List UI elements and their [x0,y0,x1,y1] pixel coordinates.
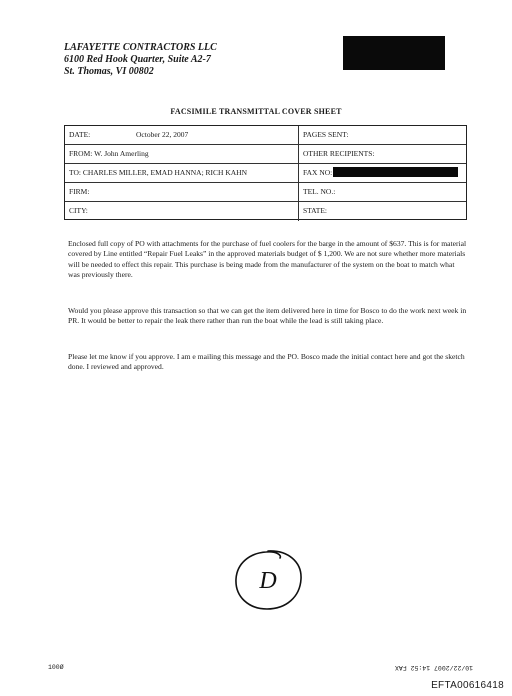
company-address-line1: 6100 Red Hook Quarter, Suite A2-7 [64,54,211,65]
tel-cell [299,183,466,201]
tel-label: TEL. NO.: [303,187,336,196]
from-cell [65,145,299,163]
other-recipients-label: OTHER RECIPIENTS: [303,149,375,158]
city-cell [65,202,299,221]
form-row-from [65,145,466,164]
date-value: October 22, 2007 [136,130,189,139]
pages-cell [299,126,466,144]
city-label: CITY: [69,206,88,215]
from-value: W. John Amerling [94,149,149,158]
firm-label: FIRM: [69,187,90,196]
page-title: FACSIMILE TRANSMITTAL COVER SHEET [170,107,342,116]
fax-cell [299,164,466,182]
handwritten-circled-mark [230,546,306,619]
date-cell [65,126,299,144]
form-row-to [65,164,466,183]
to-value: CHARLES MILLER, EMAD HANNA; RICH KAHN [82,168,247,177]
footer-fax-timestamp: 10/22/2007 14:52 FAX [395,664,474,671]
state-label: STATE: [303,206,327,215]
company-address-line2: St. Thomas, VI 00802 [64,66,154,77]
to-cell [65,164,299,182]
pages-label: PAGES SENT: [303,130,349,139]
date-label: DATE: [69,130,91,139]
hand-drawn-circle-icon [230,546,306,614]
redaction-block-top [343,36,445,70]
to-label: TO: [69,168,81,177]
fax-label: FAX NO: [303,168,333,177]
body-paragraph-3: Please let me know if you approve. I am e mailing this message and the PO. Bosco made the initial contact here and got the sketch done. I reviewed and approved. [68,352,465,372]
transmittal-form [64,125,467,220]
bates-number: EFTA00616418 [431,680,504,691]
handwritten-letter: D [259,568,277,594]
redaction-block-fax [333,167,458,177]
letterhead [64,42,217,78]
form-row-date [65,126,466,145]
form-row-city [65,202,466,221]
body-paragraph-2: Would you please approve this transaction so that we can get the item delivered here in time for Bosco to do the work next week in PR. It would be better to repair the leak there rather than run the boat while the lead is still taking place. [68,306,467,326]
state-cell [299,202,466,221]
body-paragraph-1: Enclosed full copy of PO with attachments for the purchase of fuel coolers for the barge in the amount of $637. This is for material covered by Line entitled “Repair Fuel Leaks” in the approved materials budget of $ 1,200. We are not sure whether more materials will be needed to effect this repair. This purchase is being made from the manufacturer of the system on the boat to match what was previously there. [68,239,467,279]
form-row-firm [65,183,466,202]
from-label: FROM: [69,149,93,158]
company-name: LAFAYETTE CONTRACTORS LLC [64,42,217,53]
footer-page-marker: 100Ø [48,664,64,671]
firm-cell [65,183,299,201]
other-recipients-cell [299,145,466,163]
